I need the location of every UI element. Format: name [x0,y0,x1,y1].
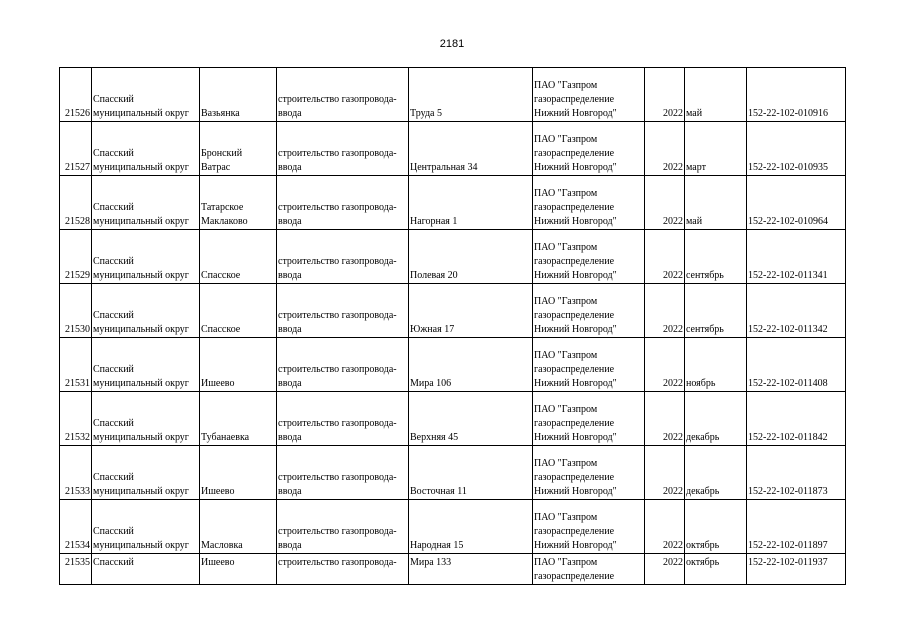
month-cell: ноябрь [685,338,747,392]
district-cell-line: Спасский [93,418,134,429]
work-type-cell-line: строительство газопровода- [278,364,397,375]
code-cell: 152-22-102-011873 [747,446,846,500]
year-cell: 2022 [645,338,685,392]
code-cell: 152-22-102-011937 [747,554,846,585]
locality-cell [200,122,277,176]
code-cell: 152-22-102-011342 [747,284,846,338]
year-cell: 2022 [645,176,685,230]
work-type-cell [277,176,409,230]
organization-cell [533,392,645,446]
row-number-cell: 21526 [60,68,92,122]
work-type-cell-line: ввода [278,432,302,443]
work-type-cell-line: строительство газопровода- [278,148,397,159]
work-type-cell [277,392,409,446]
month-cell: март [685,122,747,176]
locality-cell-line: Спасское [201,270,241,281]
row-number-cell: 21528 [60,176,92,230]
district-cell [92,230,200,284]
district-cell-line: Спасский [93,256,134,267]
address-cell: Мира 133 [409,554,533,585]
organization-cell-line: ПАО "Газпром [534,458,598,469]
locality-cell [200,446,277,500]
address-cell: Полевая 20 [409,230,533,284]
organization-cell-line: ПАО "Газпром [534,134,598,145]
organization-cell-line: ПАО "Газпром [534,404,598,415]
year-cell: 2022 [645,230,685,284]
organization-cell [533,176,645,230]
district-cell-line: Спасский [93,526,134,537]
table-row [60,554,846,585]
code-cell: 152-22-102-011341 [747,230,846,284]
locality-cell-line: Бронский [201,148,243,159]
locality-cell-line: Татарское [201,202,244,213]
table-row [60,284,846,338]
locality-cell [200,392,277,446]
year-cell: 2022 [645,554,685,585]
row-number-cell: 21533 [60,446,92,500]
table-row [60,338,846,392]
year-cell: 2022 [645,122,685,176]
year-cell: 2022 [645,284,685,338]
work-type-cell-line: ввода [278,540,302,551]
organization-cell-line: газораспределение [534,526,615,537]
district-cell-line: муниципальный округ [93,486,189,497]
organization-cell-line: Нижний Новгород" [534,432,617,443]
organization-cell-line: Нижний Новгород" [534,216,617,227]
district-cell-line: муниципальный округ [93,216,189,227]
organization-cell-line: Нижний Новгород" [534,270,617,281]
district-cell-line: муниципальный округ [93,108,189,119]
row-number-cell: 21529 [60,230,92,284]
district-cell [92,284,200,338]
organization-cell-line: ПАО "Газпром [534,242,598,253]
organization-cell-line: газораспределение [534,472,615,483]
locality-cell-line: Спасское [201,324,241,335]
district-cell-line: муниципальный округ [93,378,189,389]
row-number-cell: 21532 [60,392,92,446]
table-row [60,230,846,284]
district-cell-line: муниципальный округ [93,324,189,335]
code-cell: 152-22-102-011408 [747,338,846,392]
organization-cell [533,500,645,554]
locality-cell-line: Тубанаевка [201,432,250,443]
work-type-cell [277,230,409,284]
work-type-cell-line: строительство газопровода- [278,256,397,267]
organization-cell [533,230,645,284]
code-cell: 152-22-102-010964 [747,176,846,230]
district-cell [92,338,200,392]
year-cell: 2022 [645,446,685,500]
address-cell: Центральная 34 [409,122,533,176]
locality-cell-line: Ишеево [201,557,235,568]
month-cell: сентябрь [685,284,747,338]
work-type-cell-line: строительство газопровода- [278,526,397,537]
organization-cell [533,338,645,392]
organization-cell [533,554,645,585]
district-cell-line: муниципальный округ [93,162,189,173]
address-cell: Мира 106 [409,338,533,392]
district-cell-line: Спасский [93,148,134,159]
month-cell: декабрь [685,446,747,500]
address-cell: Верхняя 45 [409,392,533,446]
organization-cell-line: газораспределение [534,94,615,105]
address-cell: Южная 17 [409,284,533,338]
district-cell [92,68,200,122]
district-cell [92,176,200,230]
organization-cell-line: Нижний Новгород" [534,324,617,335]
work-type-cell-line: ввода [278,486,302,497]
organization-cell [533,284,645,338]
organization-cell-line: газораспределение [534,364,615,375]
locality-cell [200,230,277,284]
year-cell: 2022 [645,500,685,554]
organization-cell-line: Нижний Новгород" [534,162,617,173]
organization-cell-line: Нижний Новгород" [534,108,617,119]
organization-cell-line: Нижний Новгород" [534,378,617,389]
work-type-cell [277,122,409,176]
table-row [60,500,846,554]
organization-cell [533,122,645,176]
district-cell-line: муниципальный округ [93,540,189,551]
table-row [60,392,846,446]
address-cell: Народная 15 [409,500,533,554]
month-cell: октябрь [685,500,747,554]
organization-cell-line: газораспределение [534,148,615,159]
row-number-cell: 21530 [60,284,92,338]
organization-cell-line: Нижний Новгород" [534,486,617,497]
district-cell-line: Спасский [93,310,134,321]
table-body [60,68,846,585]
work-type-cell [277,554,409,585]
district-cell-line: Спасский [93,202,134,213]
district-cell [92,122,200,176]
locality-cell [200,284,277,338]
work-type-cell-line: строительство газопровода- [278,94,397,105]
work-type-cell-line: ввода [278,378,302,389]
organization-cell-line: ПАО "Газпром [534,80,598,91]
row-number-cell: 21531 [60,338,92,392]
work-type-cell-line: ввода [278,162,302,173]
year-cell: 2022 [645,68,685,122]
locality-cell [200,338,277,392]
work-type-cell [277,68,409,122]
work-type-cell [277,446,409,500]
locality-cell-line: Ишеево [201,378,235,389]
locality-cell-line: Вазьянка [201,108,240,119]
organization-cell-line: Нижний Новгород" [534,540,617,551]
month-cell: октябрь [685,554,747,585]
district-cell-line: Спасский [93,472,134,483]
code-cell: 152-22-102-010916 [747,68,846,122]
organization-cell-line: газораспределение [534,202,615,213]
district-cell-line: Спасский [93,557,134,568]
row-number-cell: 21535 [60,554,92,585]
district-cell-line: Спасский [93,94,134,105]
address-cell: Нагорная 1 [409,176,533,230]
locality-cell-line: Ишеево [201,486,235,497]
work-type-cell [277,338,409,392]
code-cell: 152-22-102-010935 [747,122,846,176]
district-cell-line: муниципальный округ [93,432,189,443]
organization-cell-line: ПАО "Газпром [534,188,598,199]
work-type-cell-line: ввода [278,270,302,281]
organization-cell-line: газораспределение [534,310,615,321]
code-cell: 152-22-102-011897 [747,500,846,554]
month-cell: май [685,68,747,122]
organization-cell-line: газораспределение [534,418,615,429]
registry-table [59,67,846,585]
organization-cell [533,446,645,500]
locality-cell [200,68,277,122]
district-cell [92,446,200,500]
locality-cell-line: Ватрас [201,162,231,173]
organization-cell-line: ПАО "Газпром [534,350,598,361]
table-row [60,122,846,176]
organization-cell-line: газораспределение [534,571,615,582]
work-type-cell-line: строительство газопровода- [278,310,397,321]
year-cell: 2022 [645,392,685,446]
district-cell-line: муниципальный округ [93,270,189,281]
district-cell [92,554,200,585]
organization-cell [533,68,645,122]
work-type-cell-line: строительство газопровода- [278,472,397,483]
organization-cell-line: ПАО "Газпром [534,296,598,307]
organization-cell-line: ПАО "Газпром [534,557,598,568]
work-type-cell-line: строительство газопровода- [278,557,397,568]
row-number-cell: 21527 [60,122,92,176]
address-cell: Восточная 11 [409,446,533,500]
district-cell [92,392,200,446]
district-cell [92,500,200,554]
address-cell: Труда 5 [409,68,533,122]
table-row [60,68,846,122]
locality-cell [200,500,277,554]
work-type-cell-line: ввода [278,108,302,119]
work-type-cell [277,284,409,338]
locality-cell [200,554,277,585]
locality-cell-line: Масловка [201,540,243,551]
work-type-cell-line: ввода [278,216,302,227]
table-row [60,446,846,500]
month-cell: сентябрь [685,230,747,284]
page-number: 2181 [439,38,465,50]
organization-cell-line: газораспределение [534,256,615,267]
work-type-cell-line: строительство газопровода- [278,202,397,213]
table-row [60,176,846,230]
work-type-cell-line: ввода [278,324,302,335]
district-cell-line: Спасский [93,364,134,375]
locality-cell-line: Маклаково [201,216,248,227]
month-cell: декабрь [685,392,747,446]
code-cell: 152-22-102-011842 [747,392,846,446]
work-type-cell [277,500,409,554]
work-type-cell-line: строительство газопровода- [278,418,397,429]
organization-cell-line: ПАО "Газпром [534,512,598,523]
row-number-cell: 21534 [60,500,92,554]
month-cell: май [685,176,747,230]
locality-cell [200,176,277,230]
